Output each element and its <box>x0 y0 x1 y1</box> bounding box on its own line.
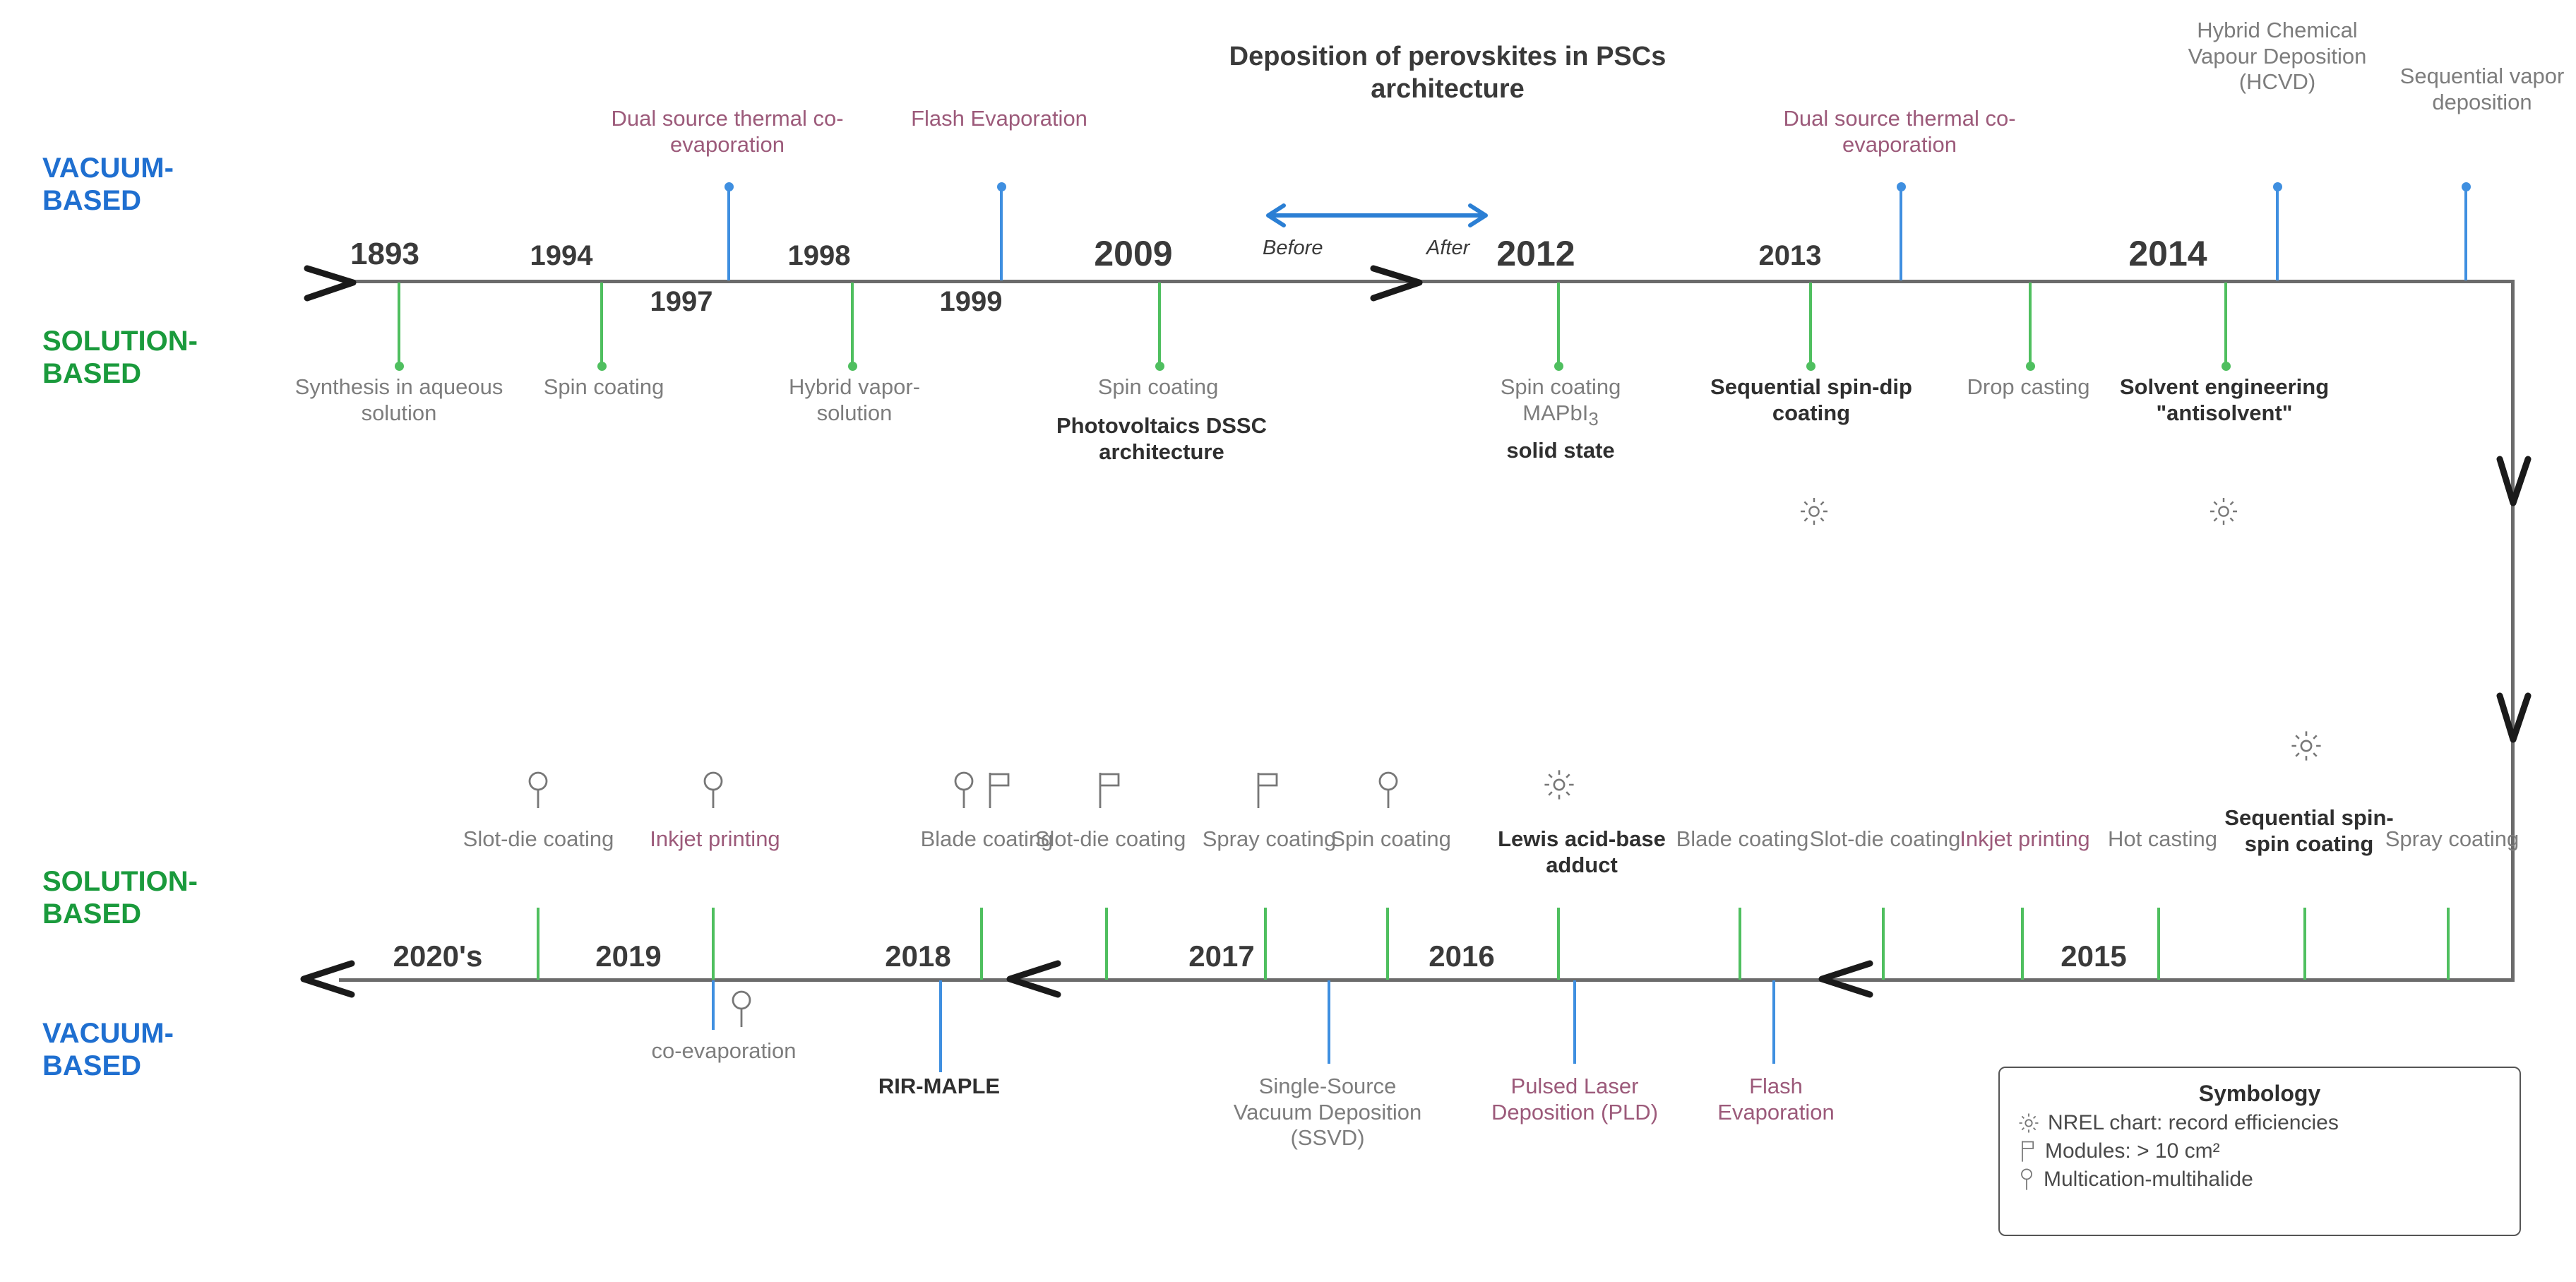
label-vacuum-based-bottom: VACUUM- BASED <box>42 1018 174 1081</box>
stem-solution-1998 <box>851 283 854 366</box>
stem-ssvd-2017 <box>1328 980 1330 1064</box>
caption-spin-coating-2012: Spin coating MAPbI$_3$ <box>1500 374 1621 429</box>
stem-lewis-2016 <box>1557 908 1560 980</box>
symbology-legend <box>1998 1067 2521 1236</box>
down-arrow-1 <box>2486 452 2542 523</box>
caption-flash-evaporation-2016: Flash Evaporation <box>1717 1074 1835 1124</box>
caption-blade-2016: Blade coating <box>1676 826 1809 851</box>
label-vacuum-based-top: VACUUM- BASED <box>42 153 174 216</box>
year-1998: 1998 <box>787 240 851 271</box>
stem-solution-2012 <box>1557 283 1560 366</box>
caption-drop-casting: Drop casting <box>1967 374 2090 399</box>
caption-hybrid-vapor-solution: Hybrid vapor-solution <box>788 374 921 425</box>
stem-coevaporation-2019 <box>712 980 715 1030</box>
caption-solvent-engineering-text: Solvent engineering "antisolvent" <box>2119 374 2330 425</box>
dot-solution-2009 <box>1155 362 1164 371</box>
caption-dual-source-1997: Dual source thermal co-evaporation <box>611 106 844 157</box>
nrel-sun-icon <box>1541 766 1578 803</box>
stem-solution-2013-drop <box>2029 283 2032 366</box>
dot-solution-1998 <box>848 362 857 371</box>
nrel-sun-icon <box>2207 494 2241 528</box>
caption-synthesis-aqueous: Synthesis in aqueous solution <box>294 374 503 425</box>
caption-sequential-spin-dip <box>1695 374 1928 426</box>
stem-slot-die-2020 <box>537 908 539 980</box>
dot-solution-2012 <box>1554 362 1563 371</box>
caption-solid-state <box>1455 438 1666 464</box>
stem-blade-2016 <box>1739 908 1741 980</box>
dot-solution-1994 <box>597 362 607 371</box>
dot-solution-1893 <box>395 362 404 371</box>
caption-rir-maple <box>816 1074 1063 1100</box>
dot-solution-2013-seqdip <box>1806 362 1815 371</box>
module-flag-icon <box>2017 1139 2038 1163</box>
bottom-timeline-axis <box>339 978 2514 982</box>
caption-spin-2017: Spin coating <box>1330 826 1451 851</box>
dot-vacuum-2014-seq <box>2462 182 2471 191</box>
stem-solution-1893 <box>398 283 400 366</box>
symbology-item-modules-label: Modules: > 10 cm² <box>2045 1139 2220 1163</box>
caption-sequential-vapor-2014: Sequential vapor deposition <box>2399 64 2565 114</box>
module-flag-icon <box>1093 770 1124 811</box>
caption-lewis-acid-base-text: Lewis acid-base adduct <box>1498 826 1666 877</box>
bottom-end-arrow <box>297 952 367 1009</box>
multication-icon <box>727 989 756 1030</box>
stem-solution-1994 <box>600 283 603 366</box>
stem-spray-2015 <box>2447 908 2450 980</box>
caption-flash-evaporation-1999: Flash Evaporation <box>911 106 1087 131</box>
stem-inkjet-2019 <box>712 908 715 980</box>
stem-vacuum-1999 <box>1000 187 1003 280</box>
before-after-arrow <box>1264 201 1490 230</box>
bottom-arrow-2018 <box>1003 952 1073 1009</box>
caption-photovoltaics-dssc <box>1003 413 1320 465</box>
multication-icon <box>699 770 727 811</box>
stem-vacuum-2014-seq <box>2464 187 2467 280</box>
caption-solvent-engineering <box>2069 374 2380 426</box>
stem-rir-maple-2018 <box>939 980 942 1072</box>
caption-slot-die-2015: Slot-die coating <box>1809 826 1961 851</box>
symbology-item-nrel-label: NREL chart: record efficiencies <box>2048 1111 2339 1134</box>
nrel-sun-icon <box>2017 1111 2041 1135</box>
caption-sequential-spin-spin-text: Sequential spin-spin coating <box>2224 805 2394 856</box>
year-1999: 1999 <box>939 286 1003 317</box>
symbology-title: Symbology <box>2198 1081 2321 1106</box>
multication-icon <box>1374 770 1402 811</box>
multication-icon <box>2017 1168 2037 1192</box>
year-2014: 2014 <box>2128 234 2207 273</box>
stem-solution-2009 <box>1158 283 1161 366</box>
year-2017: 2017 <box>1188 939 1255 973</box>
symbology-item-multication <box>2017 1168 2503 1192</box>
stem-solution-2013-seqdip <box>1809 283 1812 366</box>
stem-spray-2017 <box>1264 908 1267 980</box>
caption-sequential-spin-spin <box>2221 805 2397 857</box>
year-2019: 2019 <box>595 939 662 973</box>
stem-solution-2014-solvent <box>2224 283 2227 366</box>
caption-coevaporation-2019: co-evaporation <box>651 1038 797 1063</box>
caption-inkjet-2019: Inkjet printing <box>650 826 780 851</box>
stem-slot-die-2018 <box>1105 908 1108 980</box>
year-1893: 1893 <box>350 237 419 271</box>
caption-spin-coating-1994: Spin coating <box>543 374 664 399</box>
caption-lewis-acid-base <box>1476 826 1688 878</box>
caption-inkjet-2015: Inkjet printing <box>1960 826 2090 851</box>
stem-pld-2016 <box>1573 980 1576 1064</box>
stem-slot-die-2015 <box>1882 908 1885 980</box>
down-arrow-2 <box>2486 689 2542 759</box>
caption-spray-2017: Spray coating <box>1202 826 1337 851</box>
year-2020s: 2020's <box>393 939 483 973</box>
before-label: Before <box>1263 237 1323 259</box>
caption-pld: Pulsed Laser Deposition (PLD) <box>1491 1074 1659 1124</box>
bottom-arrow-2016 <box>1815 952 1885 1009</box>
caption-sequential-spin-dip-text: Sequential spin-dip coating <box>1710 374 1912 425</box>
nrel-sun-icon <box>1797 494 1831 528</box>
dot-vacuum-1999 <box>997 182 1006 191</box>
caption-blade-2018: Blade coating <box>920 826 1054 851</box>
dot-vacuum-1997 <box>724 182 734 191</box>
module-flag-icon <box>1251 770 1282 811</box>
multication-icon <box>950 770 978 811</box>
caption-spray-2015: Spray coating <box>2385 826 2520 851</box>
caption-slot-die-2018: Slot-die coating <box>1034 826 1186 851</box>
symbology-item-nrel <box>2017 1111 2503 1135</box>
year-2018: 2018 <box>885 939 951 973</box>
caption-spin-coating-2009: Spin coating <box>1097 374 1219 399</box>
stem-spin-2017 <box>1386 908 1389 980</box>
dot-vacuum-2014-hcvd <box>2273 182 2282 191</box>
stem-flash-evap-2016 <box>1772 980 1775 1064</box>
stem-vacuum-1997 <box>727 187 730 280</box>
dot-solution-2014-solvent <box>2222 362 2231 371</box>
stem-blade-2018 <box>980 908 983 980</box>
stem-hot-casting-2015 <box>2157 908 2160 980</box>
year-2012: 2012 <box>1496 234 1575 273</box>
year-2009: 2009 <box>1094 234 1173 273</box>
caption-rir-maple-text: RIR-MAPLE <box>878 1074 1001 1098</box>
multication-icon <box>524 770 552 811</box>
year-2016: 2016 <box>1429 939 1495 973</box>
caption-solid-state-text: solid state <box>1506 438 1615 463</box>
label-solution-based-top: SOLUTION- BASED <box>42 326 198 389</box>
diagram-title: Deposition of perovskites in PSCs architecture <box>1229 42 1666 104</box>
stem-sequential-spin-spin <box>2303 908 2306 980</box>
year-1994: 1994 <box>530 240 593 271</box>
label-solution-based-bottom: SOLUTION- BASED <box>42 866 198 930</box>
year-2013: 2013 <box>1758 240 1822 271</box>
caption-hot-casting-2015: Hot casting <box>2107 826 2218 851</box>
after-label: After <box>1426 237 1470 259</box>
caption-hcvd-2014: Hybrid Chemical Vapour Deposition (HCVD) <box>2188 18 2367 95</box>
year-2015: 2015 <box>2061 939 2127 973</box>
symbology-item-multication-label: Multication-multihalide <box>2044 1168 2253 1191</box>
caption-ssvd: Single-Source Vacuum Deposition (SSVD) <box>1233 1074 1422 1151</box>
dot-vacuum-2013 <box>1897 182 1906 191</box>
module-flag-icon <box>983 770 1014 811</box>
stem-vacuum-2014-hcvd <box>2276 187 2279 280</box>
dot-solution-2013-drop <box>2026 362 2035 371</box>
caption-dual-source-2013: Dual source thermal co-evaporation <box>1783 106 2016 157</box>
stem-vacuum-2013 <box>1900 187 1902 280</box>
symbology-item-modules <box>2017 1139 2503 1163</box>
nrel-sun-icon <box>2288 728 2325 764</box>
caption-photovoltaics-dssc-text: Photovoltaics DSSC architecture <box>1056 413 1267 464</box>
timeline-mid-arrow <box>1370 254 1433 311</box>
caption-slot-die-2020: Slot-die coating <box>463 826 614 851</box>
year-1997: 1997 <box>650 286 713 317</box>
stem-inkjet-2015 <box>2021 908 2024 980</box>
